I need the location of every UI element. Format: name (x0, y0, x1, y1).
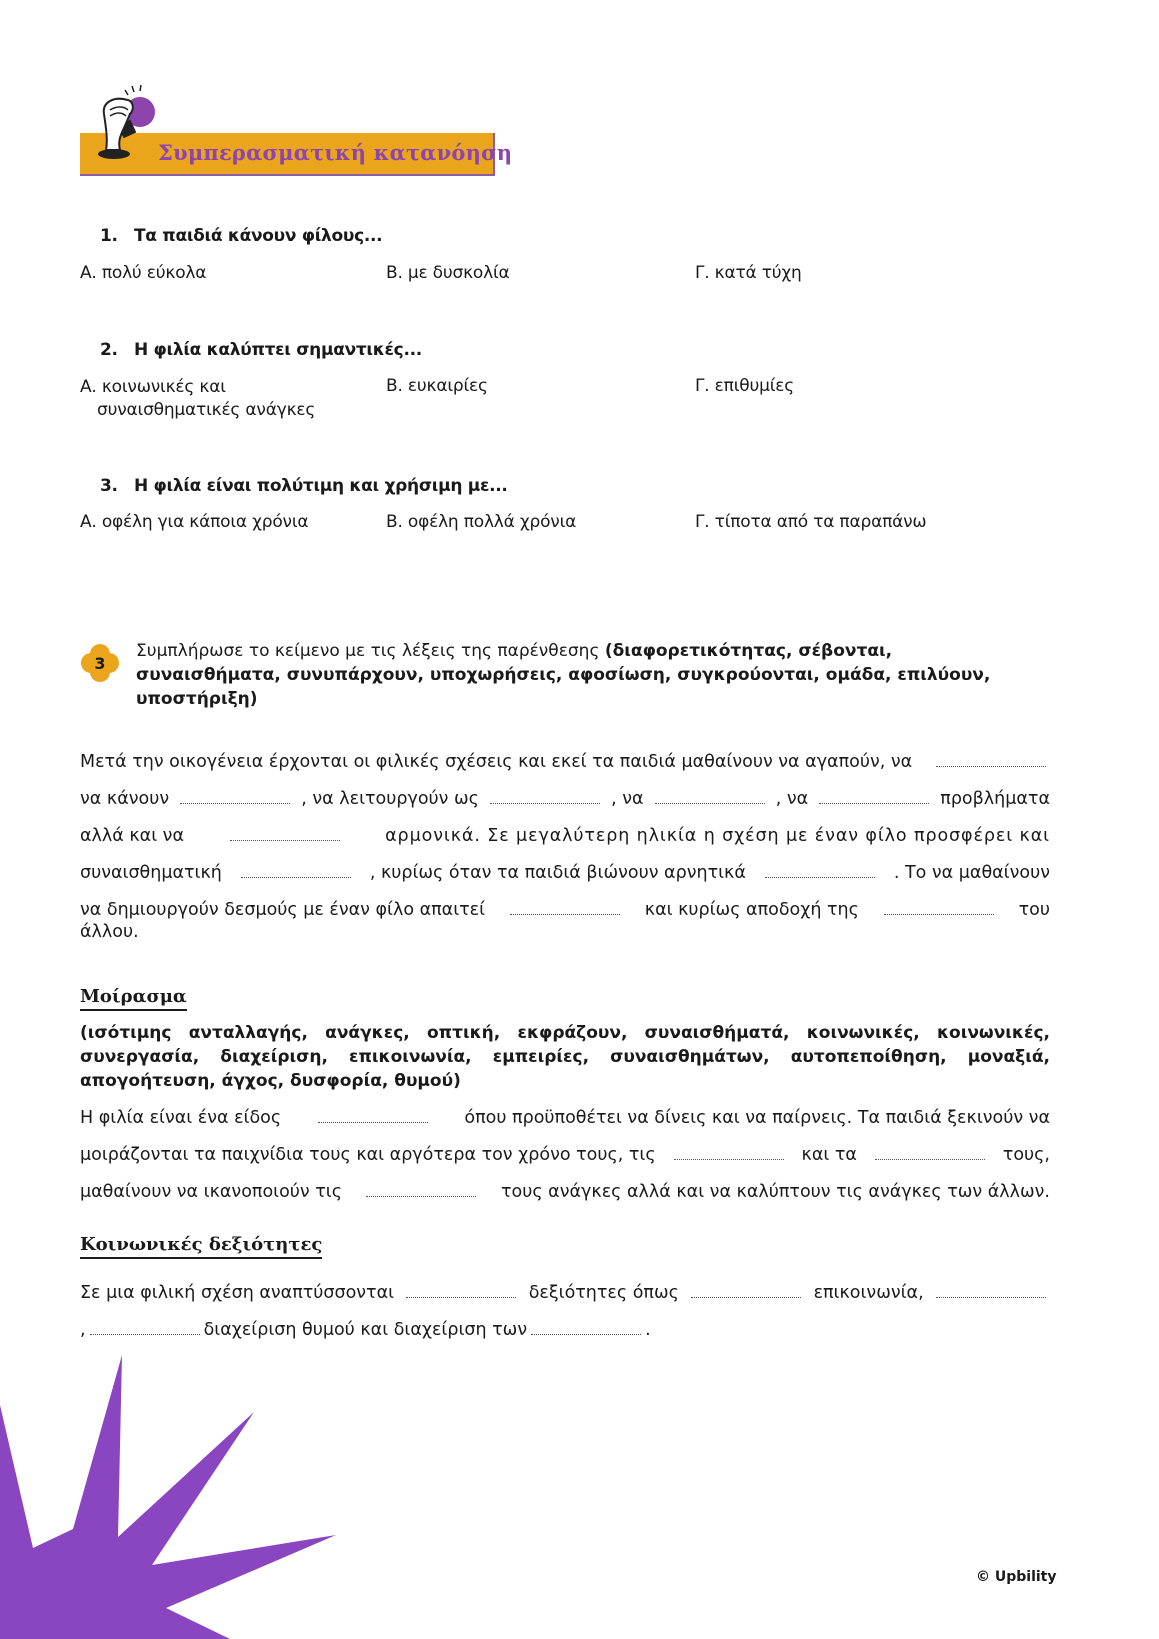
question-number: 1. (100, 226, 118, 246)
question-text: Η φιλία είναι πολύτιμη και χρήσιμη με... (134, 476, 508, 496)
blank-field[interactable] (180, 802, 290, 804)
section-title: Συμπερασματική κατανόηση (158, 140, 513, 165)
instruction-wordbank: (διαφορετικότητας, σέβονται, συναισθήματα, συνυπάρχουν, υποχωρήσεις, αφοσίωση, συγκρούονται, ομάδα, επιλύουν, υποστήριξη) (136, 641, 991, 709)
copyright-footer: © Upbility (976, 1569, 1057, 1585)
section-heading-sharing: Μοίρασμα (80, 986, 187, 1011)
question-number: 3. (100, 476, 118, 496)
paragraph-line: μαθαίνουν να ικανοποιούν τις τους ανάγκες αλλά και να καλύπτουν τις ανάγκες των άλλων. (80, 1182, 1050, 1202)
blank-field[interactable] (490, 802, 600, 804)
word-bank-sharing: (ισότιμης ανταλλαγής, ανάγκες, οπτική, εκφράζουν, συναισθήματά, κοινωνικές, κοινωνικές, συνεργασία, διαχείριση, επικοινωνία, εμπειρίες, συναισθημάτων, αυτοπεποίθηση, μοναξιά, απογοήτευση, άγχος, δυσφορία, θυμού) (80, 1023, 1050, 1091)
q1-option-c[interactable]: Γ. κατά τύχη (695, 263, 802, 283)
paragraph-line: Σε μια φιλική σχέση αναπτύσσονται δεξιότητες όπως επικοινωνία, (80, 1283, 1050, 1303)
blank-field[interactable] (936, 765, 1046, 767)
blank-field[interactable] (406, 1296, 516, 1298)
blank-field[interactable] (819, 802, 929, 804)
q2-option-a[interactable] (80, 376, 315, 422)
question-text: Τα παιδιά κάνουν φίλους... (134, 226, 383, 246)
q2-option-a-line1: Α. κοινωνικές και (80, 377, 226, 397)
exercise-number-badge (80, 643, 120, 683)
blank-field[interactable] (90, 1333, 200, 1335)
blank-field[interactable] (318, 1121, 428, 1123)
paragraph-line: αλλά και να αρμονικά. Σε μεγαλύτερη ηλικία η σχέση με έναν φίλο προσφέρει και (80, 826, 1050, 846)
question-3 (100, 476, 508, 496)
q3-option-a[interactable]: Α. οφέλη για κάποια χρόνια (80, 512, 309, 532)
paragraph-line: να δημιουργούν δεσμούς με έναν φίλο απαιτεί και κυρίως αποδοχή της του (80, 900, 1050, 920)
blank-field[interactable] (241, 876, 351, 878)
paragraph-line: συναισθηματική , κυρίως όταν τα παιδιά βιώνουν αρνητικά . Το να μαθαίνουν (80, 863, 1050, 883)
starburst-decoration (0, 1355, 340, 1639)
blank-field[interactable] (875, 1158, 985, 1160)
blank-field[interactable] (510, 913, 620, 915)
q2-option-b[interactable]: Β. ευκαιρίες (386, 376, 488, 396)
q3-option-b[interactable]: Β. οφέλη πολλά χρόνια (386, 512, 577, 532)
blank-field[interactable] (691, 1296, 801, 1298)
paragraph-line: Μετά την οικογένεια έρχονται οι φιλικές σχέσεις και εκεί τα παιδιά μαθαίνουν να αγαπούν, να (80, 752, 1050, 772)
paragraph-line: μοιράζονται τα παιχνίδια τους και αργότερα τον χρόνο τους, τις και τα τους, (80, 1145, 1050, 1165)
exercise-instruction (136, 639, 1016, 711)
q2-option-a-line2: συναισθηματικές ανάγκες (97, 400, 316, 420)
blank-field[interactable] (655, 802, 765, 804)
blank-field[interactable] (674, 1158, 784, 1160)
paragraph-line: Η φιλία είναι ένα είδος όπου προϋποθέτει να δίνεις και να παίρνεις. Τα παιδιά ξεκινούν να (80, 1108, 1050, 1128)
paragraph-line: άλλου. (80, 922, 139, 942)
question-number: 2. (100, 340, 118, 360)
blank-field[interactable] (936, 1296, 1046, 1298)
q3-option-c[interactable]: Γ. τίποτα από τα παραπάνω (695, 512, 927, 532)
paragraph-line: να κάνουν , να λειτουργούν ως , να , να προβλήματα (80, 789, 1050, 809)
badge-number: 3 (94, 654, 106, 673)
q2-option-c[interactable]: Γ. επιθυμίες (695, 376, 795, 396)
question-2 (100, 340, 422, 360)
paragraph-line: , διαχείριση θυμού και διαχείριση των . (80, 1320, 651, 1340)
question-1 (100, 226, 382, 246)
blank-field[interactable] (884, 913, 994, 915)
instruction-text: Συμπλήρωσε το κείμενο με τις λέξεις της παρένθεσης (136, 641, 605, 661)
blank-field[interactable] (366, 1195, 476, 1197)
blank-field[interactable] (765, 876, 875, 878)
section-heading-social-skills: Κοινωνικές δεξιότητες (80, 1234, 322, 1259)
question-text: Η φιλία καλύπτει σημαντικές... (134, 340, 422, 360)
blank-field[interactable] (230, 839, 340, 841)
q1-option-a[interactable]: Α. πολύ εύκολα (80, 263, 207, 283)
blank-field[interactable] (531, 1333, 641, 1335)
q1-option-b[interactable]: Β. με δυσκολία (386, 263, 510, 283)
